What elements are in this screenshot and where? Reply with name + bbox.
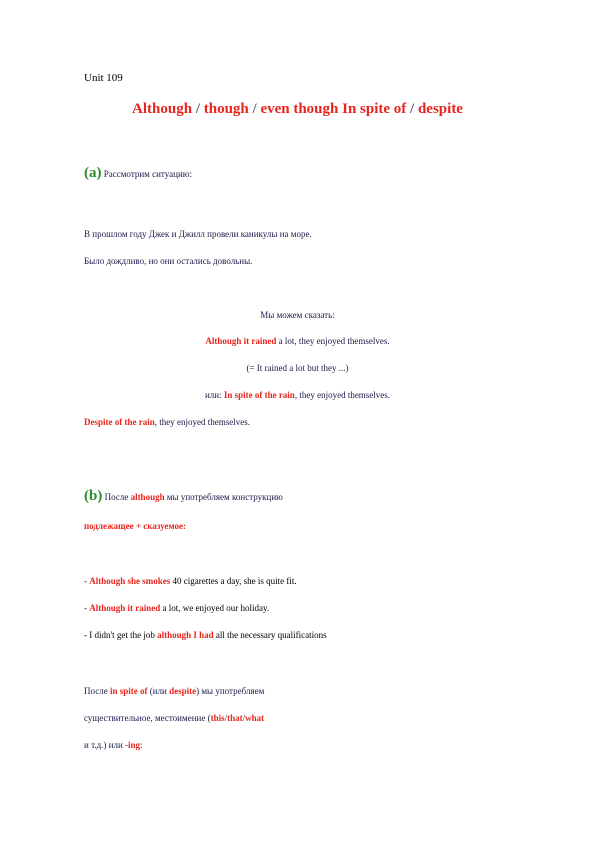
bullet-2: [84, 603, 269, 613]
section-a-line-1: В прошлом году Джек и Джилл провели каникулы на море.: [84, 229, 312, 239]
continuation-2-that: that: [227, 713, 243, 723]
continuation-2-sep: /: [242, 713, 246, 723]
continuation-1-highlight-2: despite: [169, 686, 197, 696]
example-3: [0, 390, 595, 400]
title-sep: /: [248, 101, 261, 117]
bullet-3-text: all the necessary qualifications: [213, 630, 327, 640]
continuation-3-text: :: [140, 740, 143, 750]
title-part-though: though: [203, 101, 249, 117]
continuation-2-this: this: [210, 713, 225, 723]
section-letter-a: (a): [84, 165, 102, 181]
bullet-1-text: 40 cigarettes a day, she is quite fit.: [170, 576, 297, 586]
section-b-intro-text: мы употребляем конструкцию: [164, 492, 283, 502]
bullet-3-prefix: - I didn't get the job: [84, 630, 158, 640]
continuation-1-text: ) мы употребляем: [196, 686, 265, 696]
example-3-text: , they enjoyed themselves.: [294, 390, 391, 400]
example-1-highlight: Although it rained: [205, 336, 277, 346]
section-a-heading: [84, 165, 192, 182]
continuation-2-what: what: [245, 713, 265, 723]
continuation-line-2: [84, 713, 264, 723]
section-b-intro-highlight: although: [130, 492, 165, 502]
continuation-line-3: [84, 740, 143, 750]
example-2: (= It rained a lot but they ...): [246, 363, 349, 373]
section-a-intro: Рассмотрим ситуацию:: [103, 169, 192, 179]
example-1: [0, 336, 595, 346]
section-b-construct: подлежащее + сказуемое:: [84, 521, 186, 531]
continuation-3-prefix: и т.д.) или: [84, 740, 126, 750]
title-sep: /: [192, 101, 204, 117]
continuation-1-highlight-1: in spite of: [109, 686, 148, 696]
example-4-highlight: Despite of the rain: [84, 417, 155, 427]
continuation-2-prefix: существительное, местоимение (: [84, 713, 211, 723]
bullet-2-prefix: -: [84, 603, 90, 613]
example-4: [84, 417, 250, 427]
example-4-text: , they enjoyed themselves.: [154, 417, 250, 427]
example-1-text: a lot, they enjoyed themselves.: [276, 336, 390, 346]
bullet-2-highlight: Although it rained: [89, 603, 161, 613]
title-part-despite: despite: [417, 101, 463, 117]
example-3-prefix: или:: [204, 390, 224, 400]
bullet-2-text: a lot, we enjoyed our holiday.: [160, 603, 270, 613]
continuation-1-mid: (или: [147, 686, 170, 696]
continuation-3-highlight: -ing: [125, 740, 141, 750]
section-a-say: Мы можем сказать:: [260, 310, 335, 320]
section-letter-b: (b): [84, 488, 103, 504]
title-part-although: Although: [132, 101, 193, 117]
section-b-intro-prefix: После: [104, 492, 131, 502]
continuation-line-1: [84, 686, 264, 696]
example-3-highlight: In spite of the rain: [223, 390, 295, 400]
bullet-1-highlight: Although she smokes: [89, 576, 171, 586]
section-b-heading: [84, 488, 283, 505]
title-part-even-though: even though In spite of: [260, 101, 407, 117]
bullet-1-prefix: -: [84, 576, 90, 586]
section-a-line-2: Было дождливо, но они остались довольны.: [84, 256, 253, 266]
continuation-2-sep: /: [224, 713, 228, 723]
bullet-3: [84, 630, 327, 640]
unit-label: Unit 109: [84, 72, 123, 84]
bullet-1: [84, 576, 297, 586]
title-sep: /: [406, 101, 418, 117]
page-title: [0, 101, 595, 118]
continuation-1-prefix: После: [84, 686, 110, 696]
bullet-3-highlight: although I had: [157, 630, 214, 640]
